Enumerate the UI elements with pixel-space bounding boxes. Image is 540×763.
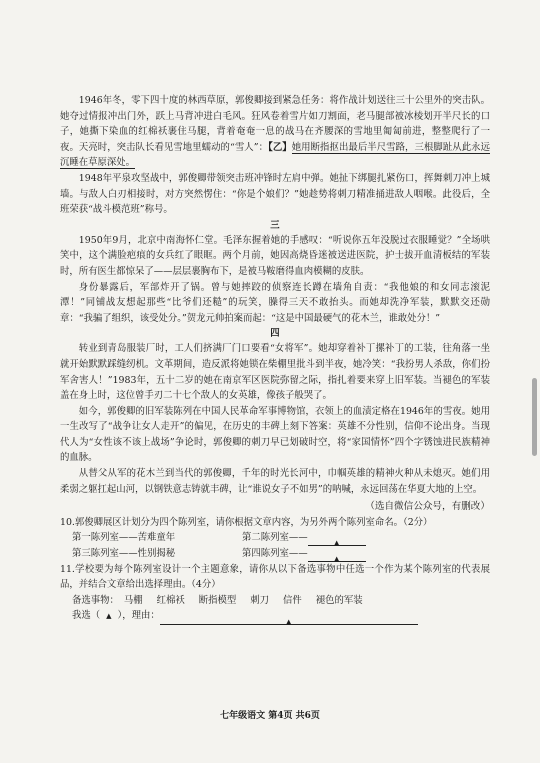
room-1: 第一陈列室——苦难童年	[72, 532, 176, 544]
items-label: 备选事物：	[72, 594, 119, 606]
source-note: （选自微信公众号，有删改）	[365, 501, 490, 513]
triangle-mark-icon: ▲	[333, 554, 340, 563]
room-row-1	[72, 530, 490, 546]
marker-yi: 【乙】	[268, 141, 292, 153]
underlined-sentence: 她用断指抠出最后半尺雪路，三根脚趾从此永远沉睡在草原深处。	[60, 141, 490, 169]
paragraph-mulan: 从替父从军的花木兰到当代的郭俊卿，千年的时光长河中，巾帼英雄的精神火种从未熄灭。她们用柔弱之躯扛起山河，以钢铁意志铸就丰碑，让“谁说女子不如男”的呐喊，永远回荡在华夏大地的上空。	[60, 468, 490, 495]
paragraph-1948: 1948年平泉攻坚战中，郭俊卿带领突击班冲锋时左肩中弹。她扯下绑腿扎紧伤口，挥舞刺刀冲上城墙。与敌人白刃相接时，对方突然愣住：“你是个娘们？”她趁势将刺刀精准捅进敌人咽喉。此役后，全班荣获“战斗模范班”称号。	[60, 172, 490, 216]
section-heading-3: 三	[270, 219, 280, 231]
choice-suffix: ），理由：	[117, 610, 160, 622]
triangle-mark-icon: ▲	[333, 539, 340, 548]
page-footer: 七年级语文 第4页 共6页	[220, 711, 320, 721]
item-bayonet: 刺刀	[250, 594, 270, 606]
question-10: 10.郭俊卿展区计划分为四个陈列室，请你根据文章内容，为另外两个陈列室命名。（2分）	[60, 516, 433, 528]
item-faded-uniform: 褪色的军装	[315, 594, 363, 606]
room-4-label: 第四陈列室——	[242, 548, 308, 560]
room-2	[242, 530, 366, 546]
room-2-answer-blank[interactable]	[308, 535, 366, 546]
paragraph-1946	[60, 93, 490, 171]
choice-prefix: 我选（	[72, 610, 101, 622]
triangle-mark-icon: ▲	[286, 618, 292, 626]
room-2-label: 第二陈列室——	[242, 532, 308, 544]
paragraph-qingdao: 转业到青岛服装厂时，工人们挤满厂门口要看“女将军”。她却穿着补丁摞补丁的工装，往角落一坐就开始默默踩缝纫机。文革期间，造反派将她锁在柴棚里批斗到半夜，她冷笑：“我扮男人杀敌，你们扮军舍害人！”1983年，五十二岁的她在南京军区医院弥留之际，指扎着要来穿上旧军装。当褪色的军装盖在身上时，这位曾手刃二十七个敌人的女英雄，像孩子般哭了。	[60, 343, 490, 402]
paragraph-1950: 1950年9月，北京中南海怀仁堂。毛泽东握着她的手感叹：“听说你五年没脱过衣服睡觉？”全场哄笑中，这个满脸疤痕的女兵红了眼眶。两个月前，她因高烧昏迷被送进医院，护士拔开血清板结的军装时，所有医生都惊呆了——层层裹胸布下，是被马鞍磨得血肉模糊的皮肤。	[60, 234, 490, 277]
room-4-answer-blank[interactable]	[308, 551, 366, 562]
section-heading-4: 四	[270, 328, 280, 340]
choice-line	[72, 608, 490, 625]
item-red-jacket: 红棉袄	[156, 594, 185, 606]
paragraph-identity: 身份暴露后，军部炸开了锅。曾与她摔跤的侦察连长蹲在墙角自责：“我他娘的和女同志滚泥潭！”同铺战友想起那些“比爷们还糙”的玩笑，臊得三天不敢抬头。而她却洗净军装，默默交还勋章：“我骗了组织，该受处分。”贺龙元帅拍案而起：“这是中国最硬气的花木兰，谁敢处分！”	[60, 281, 490, 324]
reason-answer-line[interactable]	[160, 614, 418, 625]
article-body	[60, 93, 490, 625]
room-row-2	[72, 546, 490, 562]
paragraph-text: 1946年冬，零下四十度的林西草原，郭俊卿接到紧急任务：将作战计划送往三十公里外的突击队。她夺过情报冲出门外，跃上马背冲进白毛风。狂风卷着雪片如刀割面，老马腿部被冰棱划开半尺长的口子，她撕下染血的红棉袄裹住马腿，背着奄奄一息的战马在齐腰深的雪地里匍匐前进，整整爬行了一夜。天亮时，突击队长看见雪地里蠕动的“雪人”：	[60, 95, 490, 153]
room-3: 第三陈列室——性别揭秘	[72, 548, 176, 560]
item-letter: 信件	[283, 594, 302, 606]
triangle-mark-icon: ▲	[106, 612, 112, 621]
candidate-items	[72, 593, 490, 609]
room-4	[242, 546, 366, 562]
item-mapeng: 马棚	[123, 594, 143, 606]
paragraph-museum: 如今，郭俊卿的旧军装陈列在中国人民革命军事博物馆，衣领上的血渍定格在1946年的雪夜。她用一生改写了“战争让女人走开”的偏见，在历史的丰碑上刻下答案：英雄不分性别，信仰不论出身。当现代人为“女性该不该上战场”争论时，郭俊卿的刺刀早已划破时空，将“家国情怀”四个字锈蚀进民族精神的血脉。	[60, 405, 490, 464]
question-11: 11.学校要为每个陈列室设计一个主题意象，请你从以下备选事物中任选一个作为某个陈列室的代表展品，并结合文章给出选择理由。（4分）	[60, 563, 490, 591]
scrollbar-thumb[interactable]	[532, 378, 537, 456]
item-finger-model: 断指模型	[198, 594, 237, 606]
